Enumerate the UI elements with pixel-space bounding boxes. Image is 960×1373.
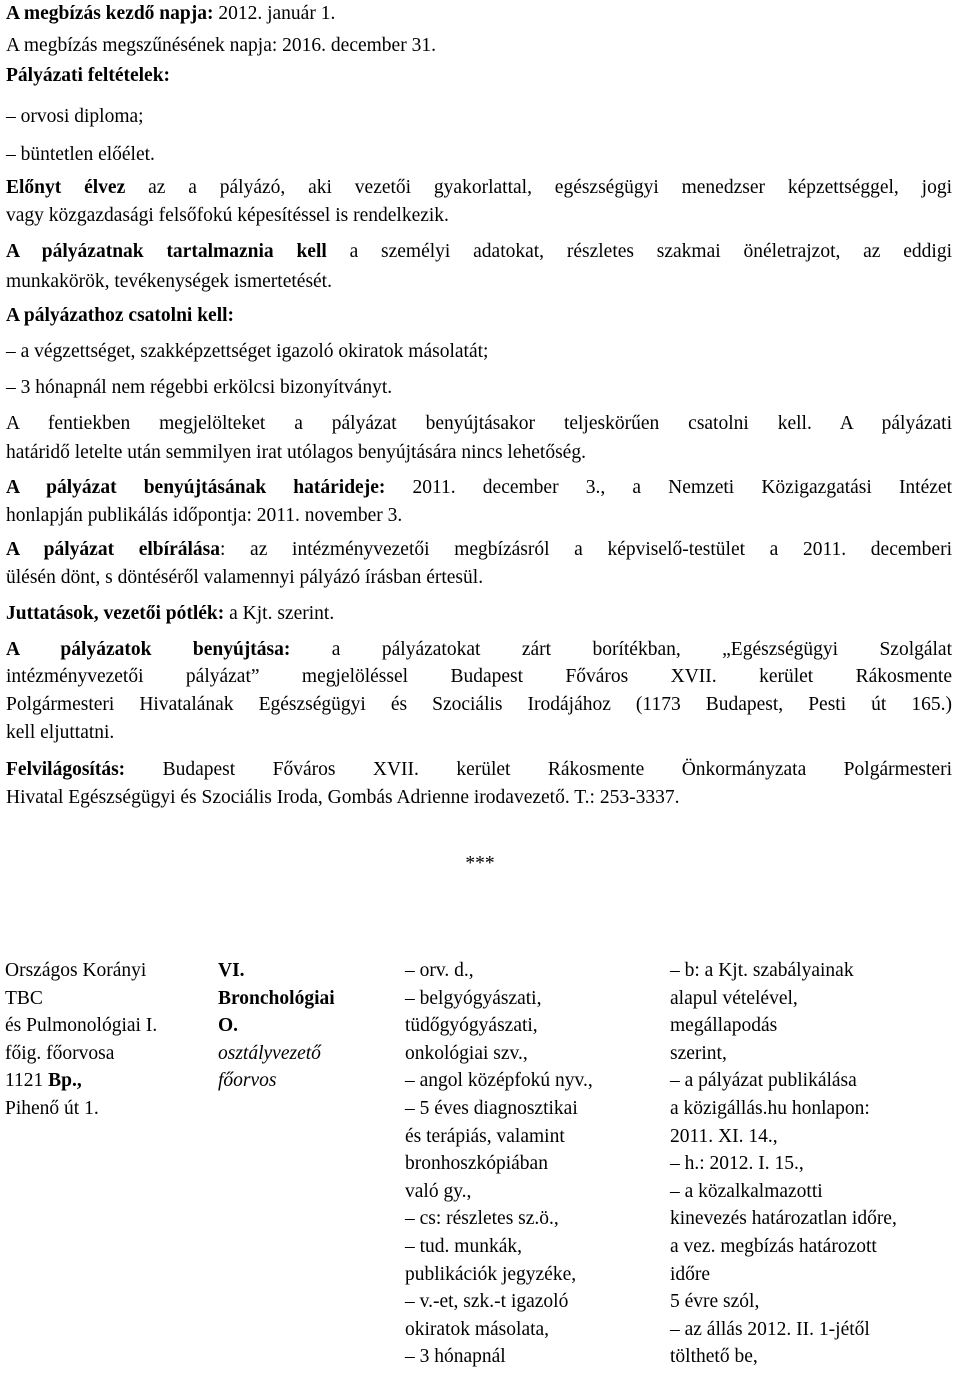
institution-line: Pihenő út 1. <box>5 1097 99 1119</box>
requirement-line: okiratok másolata, <box>405 1318 550 1340</box>
institution-line: 1121 Bp., <box>5 1070 82 1092</box>
requirement-line: – 3 hónapnál <box>405 1346 506 1368</box>
institution-line: Országos Korányi <box>5 960 147 981</box>
condition-line: megállapodás <box>670 1015 778 1037</box>
text-line: A pályázat elbírálása: az intézményvezetői megbízásról a képviselő-testület a 2011. decemberi <box>6 539 952 560</box>
list-item: – 3 hónapnál nem régebbi erkölcsi bizonyítványt. <box>6 377 393 398</box>
requirement-line: – 5 éves diagnosztikai <box>405 1097 578 1119</box>
requirement-line: és terápiás, valamint <box>405 1125 565 1147</box>
text-line: honlapján publikálás időpontja: 2011. november 3. <box>6 505 403 526</box>
position-line: Bronchológiai <box>218 987 335 1009</box>
text-line: ülésén dönt, s döntéséről valamennyi pályázó írásban értesül. <box>6 567 484 588</box>
institution-column <box>5 957 157 1123</box>
section-heading: Pályázati feltételek: <box>6 65 171 86</box>
condition-line: 2011. XI. 14., <box>670 1125 778 1147</box>
condition-line: tölthető be, <box>670 1346 758 1368</box>
requirements-column <box>405 957 593 1371</box>
list-item: – a végzettséget, szakképzettséget igazoló okiratok másolatát; <box>6 341 489 362</box>
condition-line: – az állás 2012. II. 1-jétől <box>670 1318 870 1340</box>
condition-line: – h.: 2012. I. 15., <box>670 1153 804 1175</box>
condition-line: alapul vételével, <box>670 987 798 1009</box>
condition-line: időre <box>670 1263 711 1285</box>
condition-line: a vez. megbízás határozott <box>670 1235 877 1257</box>
text-line: A pályázatok benyújtása: a pályázatokat zárt borítékban, „Egészségügyi Szolgálat <box>6 639 953 660</box>
text-line: Polgármesteri Hivatalának Egészségügyi és Szociális Irodájához (1173 Budapest, Pesti út 165.) <box>6 694 952 715</box>
requirement-line: onkológiai szv., <box>405 1042 528 1064</box>
institution-line: TBC <box>5 987 43 1009</box>
text-line: munkakörök, tevékenységek ismertetését. <box>6 271 332 292</box>
position-line: főorvos <box>218 1070 277 1092</box>
text-line: A megbízás megszűnésének napja: 2016. december 31. <box>6 35 436 56</box>
requirement-line: – orv. d., <box>405 960 474 981</box>
position-line: osztályvezető <box>218 1042 321 1064</box>
section-separator: *** <box>465 853 495 874</box>
conditions-column <box>670 957 897 1371</box>
requirement-line: – belgyógyászati, <box>405 987 542 1009</box>
text-line: Előnyt élvez az a pályázó, aki vezetői gyakorlattal, egészségügyi menedzser képzettséggel, jogi <box>6 177 952 198</box>
text-line: vagy közgazdasági felsőfokú képesítéssel is rendelkezik. <box>6 205 449 226</box>
position-line: VI. <box>218 960 245 981</box>
requirement-line: tüdőgyógyászati, <box>405 1015 538 1037</box>
requirement-line: – angol középfokú nyv., <box>405 1070 593 1092</box>
text-line: Felvilágosítás: Budapest Főváros XVII. kerület Rákosmente Önkormányzata Polgármesteri <box>6 759 952 780</box>
text-line: A megbízás kezdő napja: 2012. január 1. <box>6 3 336 24</box>
requirement-line: bronhoszkópiában <box>405 1153 548 1175</box>
text-line: A pályázatnak tartalmaznia kell a személyi adatokat, részletes szakmai önéletrajzot, az eddigi <box>6 241 952 262</box>
condition-line: 5 évre szól, <box>670 1291 760 1313</box>
institution-line: főig. főorvosa <box>5 1042 115 1064</box>
institution-line: és Pulmonológiai I. <box>5 1015 158 1037</box>
text-line: A pályázat benyújtásának határideje: 2011. december 3., a Nemzeti Közigazgatási Intézet <box>6 477 952 498</box>
list-item: – büntetlen előélet. <box>6 144 155 165</box>
position-line: O. <box>218 1015 239 1037</box>
position-column <box>218 957 335 1095</box>
text-line: intézményvezetői pályázat” megjelöléssel Budapest Főváros XVII. kerület Rákosmente <box>6 666 952 687</box>
requirement-line: – v.-et, szk.-t igazoló <box>405 1291 569 1313</box>
requirement-line: való gy., <box>405 1180 472 1202</box>
condition-line: – b: a Kjt. szabályainak <box>670 960 854 981</box>
requirement-line: – cs: részletes sz.ö., <box>405 1208 559 1230</box>
text-line: határidő letelte után semmilyen irat utólagos benyújtására nincs lehetőség. <box>6 442 586 463</box>
requirement-line: publikációk jegyzéke, <box>405 1263 577 1285</box>
condition-line: – a pályázat publikálása <box>670 1070 857 1092</box>
requirement-line: – tud. munkák, <box>405 1235 522 1257</box>
condition-line: szerint, <box>670 1042 727 1064</box>
text-line: A fentiekben megjelölteket a pályázat benyújtásakor teljeskörűen csatolni kell. A pályázati <box>6 413 952 434</box>
condition-line: a közigállás.hu honlapon: <box>670 1097 870 1119</box>
text-line: Hivatal Egészségügyi és Szociális Iroda, Gombás Adrienne irodavezető. T.: 253-3337. <box>6 787 680 808</box>
city-abbrev: Bp., <box>48 1070 82 1092</box>
section-heading: A pályázathoz csatolni kell: <box>6 305 235 326</box>
text-line: Juttatások, vezetői pótlék: a Kjt. szerint. <box>6 603 335 624</box>
text-line: kell eljuttatni. <box>6 722 115 743</box>
condition-line: – a közalkalmazotti <box>670 1180 823 1202</box>
condition-line: kinevezés határozatlan időre, <box>670 1208 897 1230</box>
list-item: – orvosi diploma; <box>6 106 144 127</box>
